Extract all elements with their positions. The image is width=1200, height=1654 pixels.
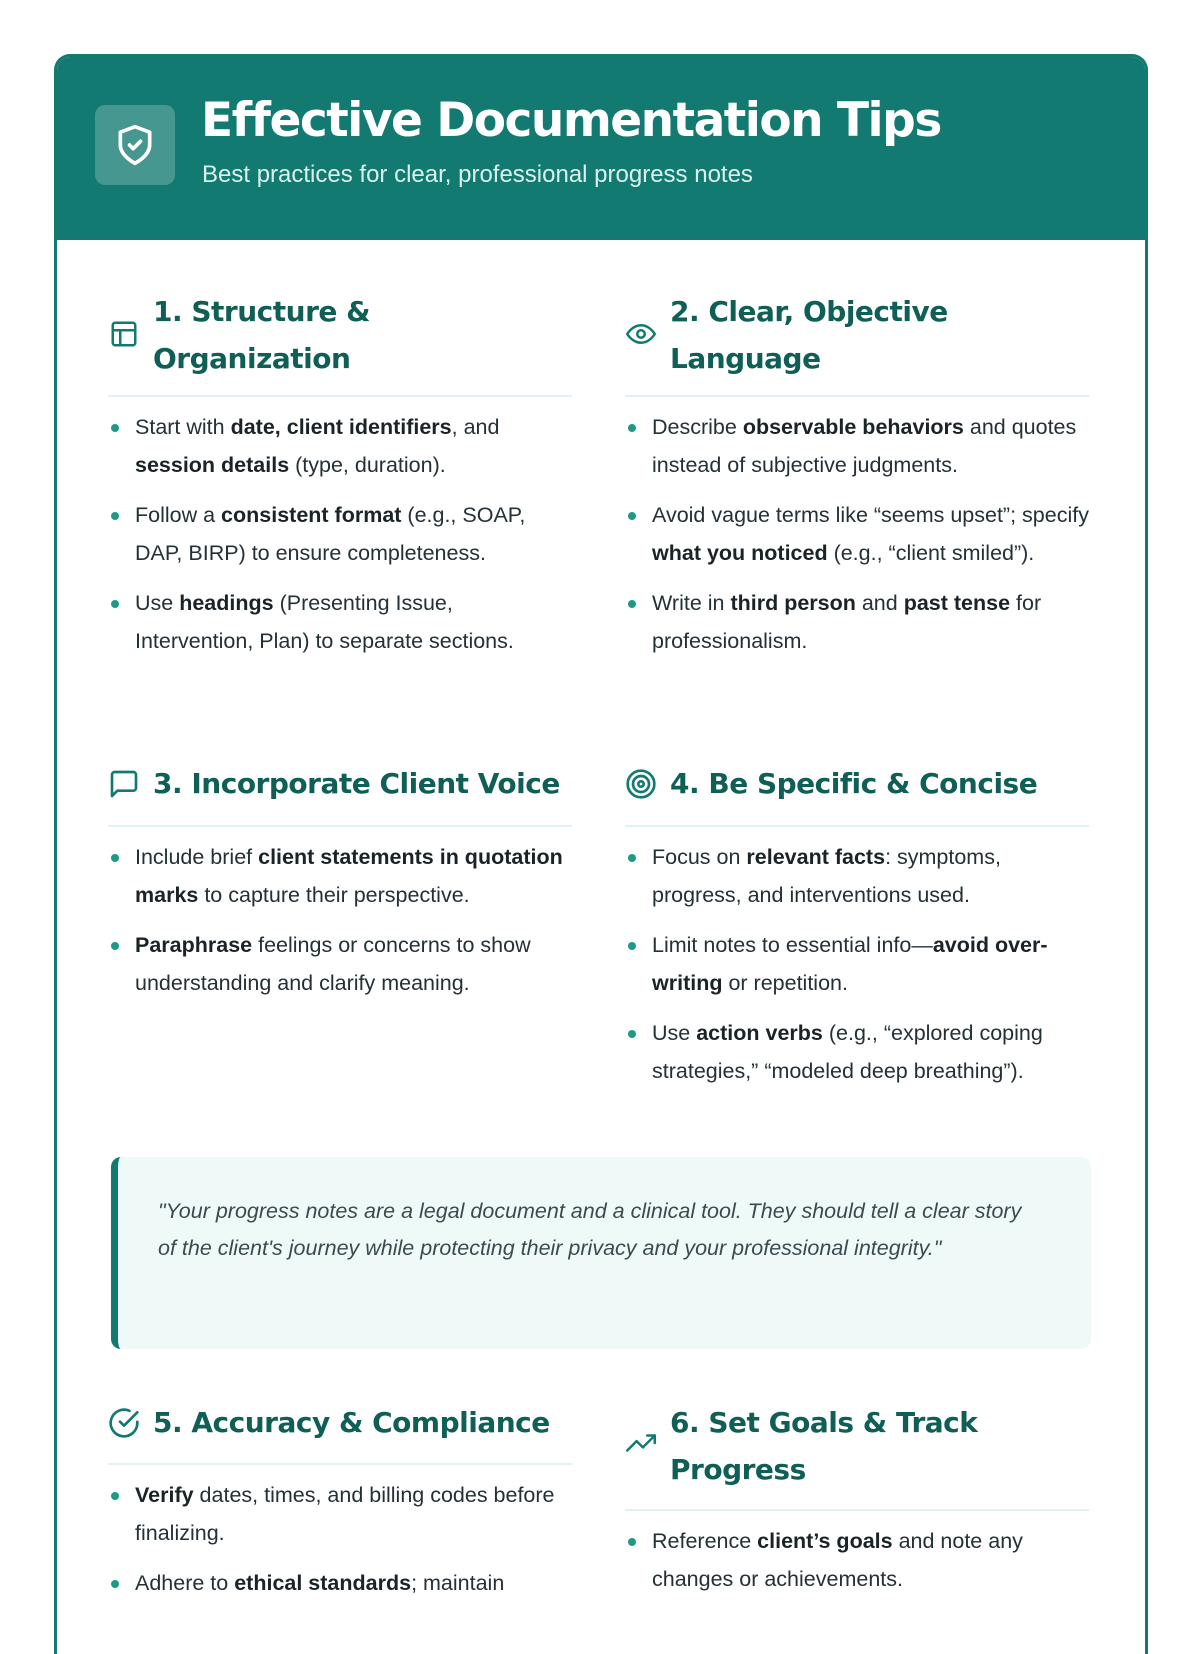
tip-emphasis: session details xyxy=(135,453,290,477)
tip-text: ; maintain xyxy=(411,1571,505,1595)
section-title-line1: 5. Accuracy & Compliance xyxy=(153,1406,550,1439)
tip-text: Focus on xyxy=(652,845,747,869)
tip-emphasis: relevant facts xyxy=(746,845,886,869)
tip-emphasis: action verbs xyxy=(696,1021,823,1045)
tip-text: (Presenting Issue, Intervention, Plan) to separate sections. xyxy=(135,591,514,653)
tip-text: Include brief xyxy=(135,845,259,869)
section-structure xyxy=(108,278,572,653)
section-specific-concise xyxy=(625,746,1089,1083)
tip-text: , and xyxy=(451,415,500,439)
tip-text: (type, duration). xyxy=(289,453,446,477)
tip-emphasis: third person xyxy=(730,591,856,615)
section-title xyxy=(153,1399,550,1446)
section-title-line2: Organization xyxy=(153,342,351,375)
tip-text: Limit notes to essential info— xyxy=(652,933,933,957)
section-goals-progress xyxy=(625,1383,1089,1591)
tip-emphasis: ethical standards xyxy=(234,1571,412,1595)
tip-text: Adhere to xyxy=(135,1571,235,1595)
section-title-line1: 1. Structure & xyxy=(153,295,371,328)
section-accuracy-compliance xyxy=(108,1383,572,1595)
tip-text: Describe xyxy=(652,415,743,439)
tip-item xyxy=(108,838,572,914)
section-header xyxy=(625,1383,1089,1511)
tip-text: : symptoms, progress, and interventions used. xyxy=(652,845,1001,907)
tip-list xyxy=(625,408,1089,672)
tip-item xyxy=(625,584,1089,660)
page-title: Effective Documentation Tips xyxy=(201,93,941,148)
section-title xyxy=(153,760,560,807)
tip-item xyxy=(108,584,572,660)
quote-callout xyxy=(111,1157,1091,1349)
tip-item xyxy=(108,496,572,572)
tip-text: Reference xyxy=(652,1529,758,1553)
tip-emphasis: headings xyxy=(179,591,274,615)
section-title-line1: 6. Set Goals & Track xyxy=(670,1406,978,1439)
page-subtitle: Best practices for clear, professional progress notes xyxy=(202,161,753,188)
tip-emphasis: Verify xyxy=(135,1483,194,1507)
tip-emphasis: past tense xyxy=(903,591,1011,615)
tip-list xyxy=(625,838,1089,1102)
tip-item xyxy=(625,838,1089,914)
tip-item xyxy=(625,1014,1089,1090)
check-circle-icon xyxy=(108,1407,140,1439)
tip-item xyxy=(108,926,572,1002)
tip-item xyxy=(625,496,1089,572)
tip-text: or repetition. xyxy=(722,971,848,995)
tip-text: for professionalism. xyxy=(652,591,1042,653)
tip-text: (e.g., SOAP, DAP, BIRP) to ensure completeness. xyxy=(135,503,526,565)
tips-card xyxy=(54,54,1148,1654)
tip-text: and xyxy=(855,591,904,615)
section-header xyxy=(625,278,1089,397)
tip-text: and note any changes or achievements. xyxy=(652,1529,1023,1591)
tip-text: and quotes instead of subjective judgments. xyxy=(652,415,1077,477)
tip-item xyxy=(108,408,572,484)
tip-emphasis: date, client identifiers xyxy=(230,415,452,439)
tip-text: to capture their perspective. xyxy=(198,883,470,907)
section-title xyxy=(670,288,948,382)
eye-icon xyxy=(625,318,657,350)
tip-text: Use xyxy=(652,1021,697,1045)
tip-emphasis: avoid over-writing xyxy=(652,933,1048,995)
section-title-line1: 4. Be Specific & Concise xyxy=(670,767,1038,800)
tip-item xyxy=(108,1564,572,1602)
tip-emphasis: Paraphrase xyxy=(135,933,253,957)
tip-item xyxy=(108,1476,572,1552)
tip-item xyxy=(625,1522,1089,1598)
tip-text: Start with xyxy=(135,415,231,439)
tip-emphasis: client’s goals xyxy=(757,1529,893,1553)
tip-emphasis: observable behaviors xyxy=(742,415,964,439)
section-title xyxy=(670,1399,977,1493)
header-banner xyxy=(57,57,1145,240)
tip-text: Follow a xyxy=(135,503,222,527)
section-header xyxy=(108,278,572,397)
tip-list xyxy=(625,1522,1089,1610)
trending-up-icon xyxy=(625,1427,657,1459)
section-title-line1: 2. Clear, Objective xyxy=(670,295,948,328)
section-header xyxy=(625,746,1089,827)
shield-check-icon xyxy=(113,123,157,167)
tip-emphasis: consistent format xyxy=(221,503,402,527)
tip-emphasis: what you noticed xyxy=(652,541,828,565)
section-header xyxy=(108,1383,572,1465)
section-header xyxy=(108,746,572,827)
tip-text: (e.g., “client smiled”). xyxy=(827,541,1035,565)
tip-text: Avoid vague terms like “seems upset”; specify xyxy=(652,503,1089,527)
tip-text: dates, times, and billing codes before finalizing. xyxy=(135,1483,555,1545)
tip-text: Use xyxy=(135,591,180,615)
section-client-voice xyxy=(108,746,572,995)
section-objective-language xyxy=(625,278,1089,653)
tip-list xyxy=(108,1476,572,1614)
quote-text: "Your progress notes are a legal document and a clinical tool. They should tell a clear story of the client's journey while protecting their privacy and your professional integrity." xyxy=(158,1199,1022,1260)
section-title xyxy=(670,760,1037,807)
tip-text: Write in xyxy=(652,591,731,615)
tip-item xyxy=(625,926,1089,1002)
tip-list xyxy=(108,408,572,672)
target-icon xyxy=(625,768,657,800)
tip-emphasis: client statements in quotation marks xyxy=(135,845,563,907)
section-title-line1: 3. Incorporate Client Voice xyxy=(153,767,560,800)
tip-item xyxy=(625,408,1089,484)
tip-text: (e.g., “explored coping strategies,” “modeled deep breathing”). xyxy=(652,1021,1043,1083)
tip-text: feelings or concerns to show understanding and clarify meaning. xyxy=(135,933,531,995)
section-title-line2: Language xyxy=(670,342,821,375)
section-title-line2: Progress xyxy=(670,1453,806,1486)
message-square-icon xyxy=(108,768,140,800)
layout-icon xyxy=(108,318,140,350)
logo-badge xyxy=(95,105,175,185)
section-title xyxy=(153,288,370,382)
tip-list xyxy=(108,838,572,1014)
